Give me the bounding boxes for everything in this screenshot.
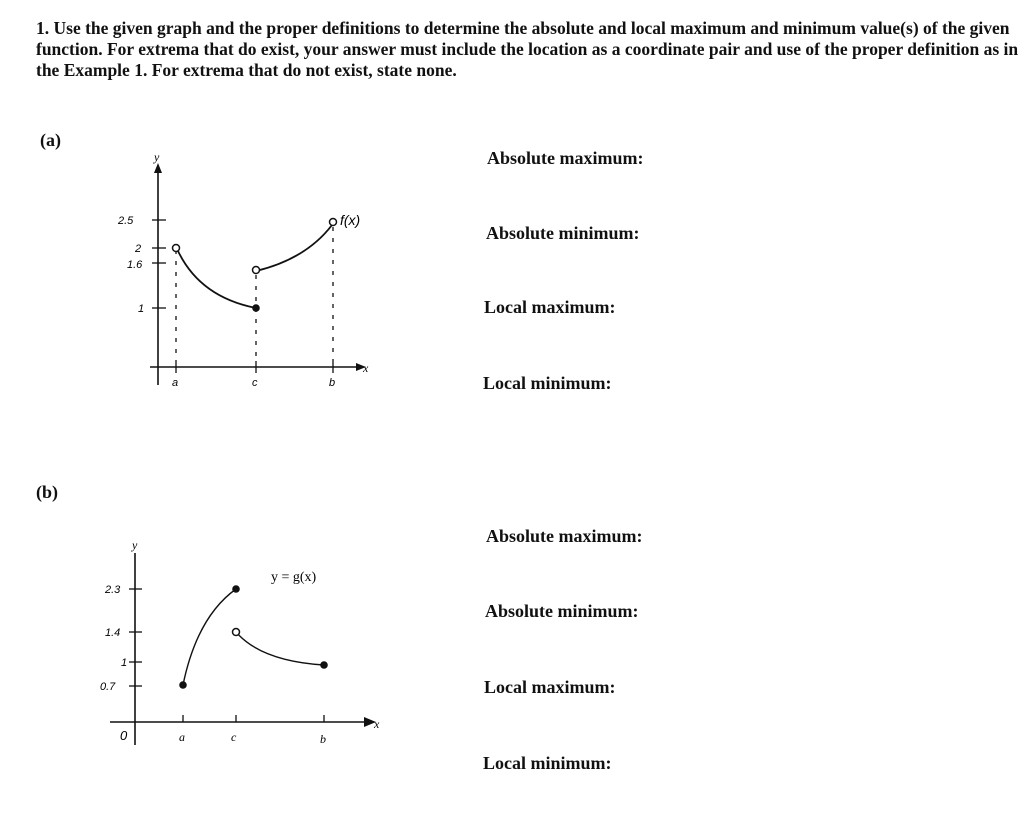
graph-a-xtick-c: c [252, 377, 258, 389]
graph-b-ytick-0-7: 0.7 [100, 681, 116, 693]
graph-a-function-label: f(x) [340, 212, 361, 228]
graph-b-closed-point-a [179, 681, 187, 689]
graph-b-closed-point-c [232, 585, 240, 593]
graph-b-x-axis-label: x [374, 717, 380, 731]
graph-b-function-label: y = g(x) [271, 570, 317, 585]
graph-b-xtick-c: c [231, 730, 237, 744]
part-a-label: (a) [40, 130, 61, 150]
graph-b-closed-point-b [320, 661, 328, 669]
graph-b-xtick-b: b [320, 732, 326, 746]
graph-a-curve-left [178, 251, 256, 308]
question-number: 1. [36, 18, 50, 38]
part-b-local-minimum: Local minimum: [483, 753, 612, 773]
graph-a-open-point-b [330, 219, 337, 226]
part-a-local-maximum: Local maximum: [484, 297, 616, 317]
graph-a-ytick-2-5: 2.5 [118, 215, 134, 227]
graph-b-curve-left [183, 589, 236, 685]
part-a-absolute-minimum: Absolute minimum: [486, 223, 640, 243]
part-b-absolute-maximum: Absolute maximum: [486, 526, 643, 546]
part-a-local-minimum: Local minimum: [483, 373, 612, 393]
graph-a [110, 145, 370, 405]
part-b-absolute-minimum: Absolute minimum: [485, 601, 639, 621]
graph-b-open-point-c [233, 629, 240, 636]
graph-a-open-point-a [173, 245, 180, 252]
graph-a-curve-right [256, 225, 332, 271]
graph-b-xtick-a: a [179, 730, 185, 744]
graph-a-y-arrow [154, 163, 162, 173]
graph-b-ytick-1: 1 [121, 657, 128, 669]
graph-b-origin-label: 0 [120, 728, 128, 743]
question-body: Use the given graph and the proper definitions to determine the absolute and local maximum and minimum value(s) of the given function. For extrema that do exist, your answer must include the location as a coordinate pair and use of the proper definition as in the Example 1. For extrema that do not exist, state none. [36, 18, 1019, 80]
graph-b-ytick-2-3: 2.3 [105, 584, 121, 596]
part-b-label: (b) [36, 482, 58, 502]
graph-b-curve-right [236, 632, 324, 665]
graph-b-ytick-1-4: 1.4 [105, 627, 121, 639]
graph-b [95, 535, 395, 755]
graph-a-closed-point-c [252, 304, 260, 312]
graph-a-xtick-a: a [172, 377, 179, 389]
graph-a-y-axis-label: y [154, 150, 160, 164]
question-text [36, 18, 1026, 81]
graph-a-open-point-c [253, 267, 260, 274]
graph-a-ytick-1-6: 1.6 [127, 259, 143, 271]
graph-b-y-axis-label: y [132, 538, 138, 552]
graph-a-ytick-2: 2 [135, 243, 142, 255]
part-b-local-maximum: Local maximum: [484, 677, 616, 697]
graph-a-xtick-b: b [329, 377, 336, 389]
part-a-absolute-maximum: Absolute maximum: [487, 148, 644, 168]
graph-a-ytick-1: 1 [138, 303, 145, 315]
graph-a-x-axis-label: x [363, 361, 369, 375]
